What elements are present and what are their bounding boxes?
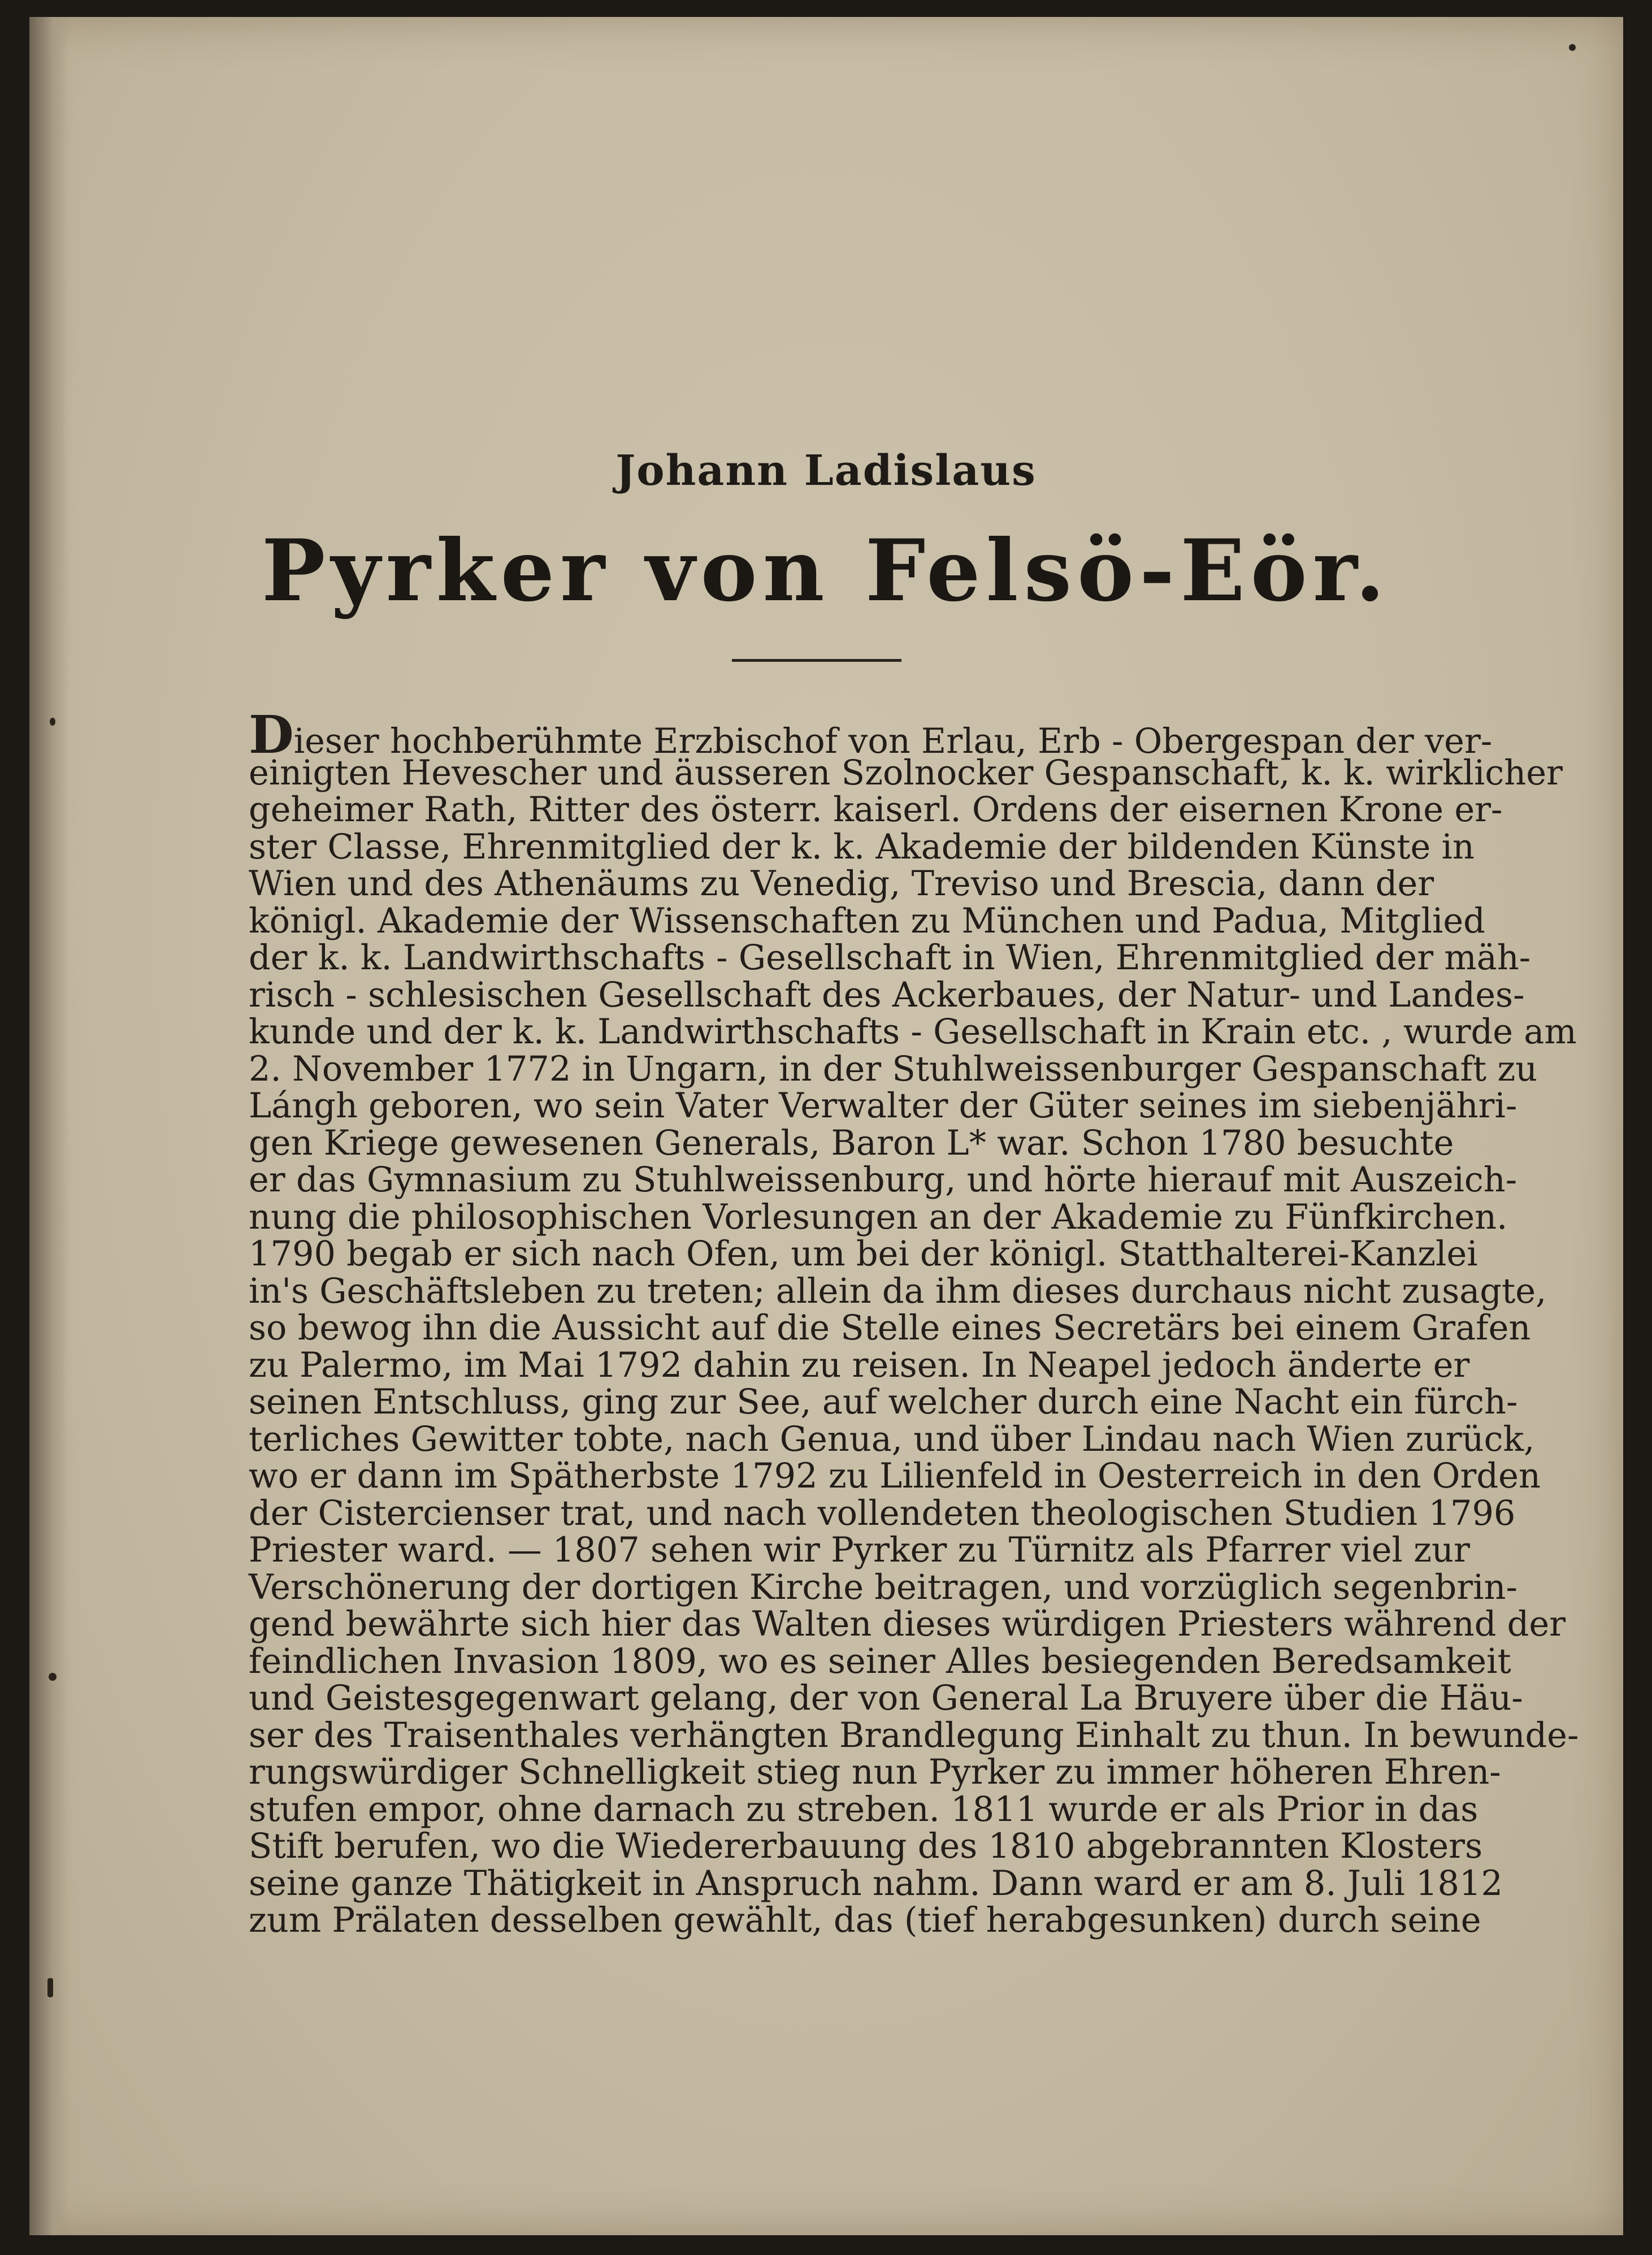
- body-line: terliches Gewitter tobte, nach Genua, und über Lindau nach Wien zurück,: [249, 1419, 1535, 1459]
- body-line: gend bewährte sich hier das Walten dieses würdigen Priesters während der: [249, 1604, 1566, 1644]
- page-gutter-shadow: [29, 17, 69, 2235]
- body-line: der Cistercienser trat, und nach vollendeten theologischen Studien 1796: [249, 1493, 1516, 1533]
- body-line: so bewog ihn die Aussicht auf die Stelle eines Secretärs bei einem Grafen: [249, 1308, 1531, 1348]
- body-line: Priester ward. — 1807 sehen wir Pyrker zu Türnitz als Pfarrer viel zur: [249, 1530, 1470, 1570]
- body-line: risch - schlesischen Gesellschaft des Ackerbaues, der Natur- und Landes-: [249, 975, 1525, 1015]
- heading-name-line: Johann Ladislaus: [615, 446, 1037, 495]
- body-line: kunde und der k. k. Landwirthschafts - Gesellschaft in Krain etc. , wurde am: [249, 1012, 1577, 1052]
- body-line: er das Gymnasium zu Stuhlweissenburg, und hörte hierauf mit Auszeich-: [249, 1160, 1517, 1200]
- body-line: ser des Traisenthales verhängten Brandlegung Einhalt zu thun. In bewunde-: [249, 1715, 1579, 1755]
- body-line: feindlichen Invasion 1809, wo es seiner Alles besiegenden Beredsamkeit: [249, 1641, 1511, 1681]
- body-text: [249, 704, 1579, 1940]
- body-line: ster Classe, Ehrenmitglied der k. k. Akademie der bildenden Künste in: [249, 827, 1475, 867]
- body-line: zum Prälaten desselben gewählt, das (tief herabgesunken) durch seine: [249, 1901, 1481, 1940]
- body-line: rungswürdiger Schnelligkeit stieg nun Pyrker zu immer höheren Ehren-: [249, 1753, 1501, 1792]
- body-line: Lángh geboren, wo sein Vater Verwalter der Güter seines im siebenjähri-: [249, 1086, 1517, 1126]
- corner-dot: [1569, 44, 1576, 51]
- binding-mark-top: [50, 718, 55, 726]
- title-divider-rule: [732, 659, 901, 662]
- initial-letter: D: [249, 704, 294, 765]
- body-line: 2. November 1772 in Ungarn, in der Stuhlweissenburger Gespanschaft zu: [249, 1049, 1538, 1089]
- body-line: Wien und des Athenäums zu Venedig, Treviso und Brescia, dann der: [249, 864, 1434, 904]
- body-line: gen Kriege gewesenen Generals, Baron L* war. Schon 1780 besuchte: [249, 1123, 1454, 1163]
- binding-mark-middle: [49, 1673, 57, 1681]
- body-line: stufen empor, ohne darnach zu streben. 1811 wurde er als Prior in das: [249, 1789, 1478, 1829]
- body-line: Stift berufen, wo die Wiedererbauung des 1810 abgebrannten Klosters: [249, 1827, 1483, 1866]
- body-line: seinen Entschluss, ging zur See, auf welcher durch eine Nacht ein fürch-: [249, 1382, 1518, 1422]
- body-line: der k. k. Landwirthschafts - Gesellschaft in Wien, Ehrenmitglied der mäh-: [249, 938, 1531, 978]
- body-line: zu Palermo, im Mai 1792 dahin zu reisen. In Neapel jedoch änderte er: [249, 1345, 1470, 1385]
- body-line: nung die philosophischen Vorlesungen an der Akademie zu Fünfkirchen.: [249, 1197, 1508, 1237]
- body-line: 1790 begab er sich nach Ofen, um bei der königl. Statthalterei-Kanzlei: [249, 1234, 1478, 1274]
- body-line: königl. Akademie der Wissenschaften zu München und Padua, Mitglied: [249, 901, 1485, 941]
- body-line: geheimer Rath, Ritter des österr. kaiserl. Ordens der eisernen Krone er-: [249, 790, 1503, 830]
- heading-title-line: Pyrker von Felsö-Eör.: [261, 521, 1391, 621]
- body-line: Dieser hochberühmte Erzbischof von Erlau, Erb - Obergespan der ver-: [249, 704, 1493, 765]
- binding-mark-bottom: [47, 1978, 53, 1997]
- body-line: und Geistesgegenwart gelang, der von General La Bruyere über die Häu-: [249, 1679, 1523, 1718]
- body-line: wo er dann im Spätherbste 1792 zu Lilienfeld in Oesterreich in den Orden: [249, 1456, 1541, 1496]
- body-line: Verschönerung der dortigen Kirche beitragen, und vorzüglich segenbrin-: [249, 1567, 1517, 1607]
- body-line: in's Geschäftsleben zu treten; allein da ihm dieses durchaus nicht zusagte,: [249, 1271, 1547, 1311]
- body-line: seine ganze Thätigkeit in Anspruch nahm. Dann ward er am 8. Juli 1812: [249, 1863, 1503, 1903]
- body-line: einigten Hevescher und äusseren Szolnocker Gespanschaft, k. k. wirklicher: [249, 753, 1563, 793]
